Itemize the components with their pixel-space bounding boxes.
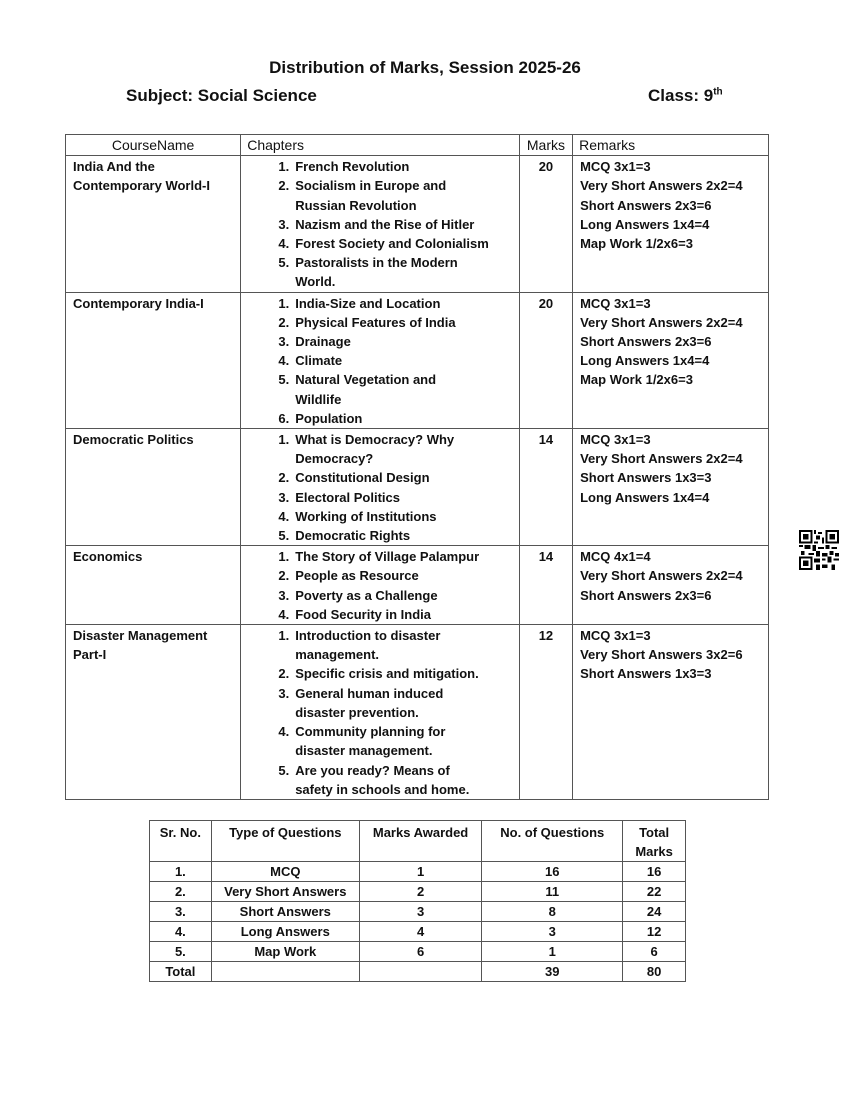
chapter-item [241,468,513,487]
summary-row [150,882,686,902]
summary-row [150,962,686,982]
marks-awarded-cell: 2 [359,882,481,902]
chapter-title-line: Are you ready? Means of [295,762,450,778]
remark-line: Long Answers 1x4=4 [580,489,710,505]
chapter-number: 1. [278,295,290,311]
chapter-title [295,332,513,351]
question-count-cell: 8 [482,902,623,922]
question-type-cell [211,962,359,982]
marks-awarded-cell: 4 [359,922,481,942]
question-count-cell: 1 [482,942,623,962]
chapter-number: 3. [278,334,290,350]
chapter-item [241,684,513,722]
course-name-cell [66,429,241,546]
chapter-title [295,157,513,176]
qr-code-icon [799,530,839,570]
question-count-cell: 39 [482,962,623,982]
chapter-number: 3. [278,685,290,701]
header-remarks: Remarks [573,135,769,156]
chapter-item [241,761,513,799]
question-type-cell: MCQ [211,862,359,882]
chapter-number: 2. [278,178,290,194]
chapter-item [241,566,513,585]
course-name-cell [66,625,241,800]
chapter-title-line: Natural Vegetation and [295,372,437,388]
remarks-cell [573,292,769,428]
remark-line: Very Short Answers 2x2=4 [580,451,743,467]
chapter-title-line: disaster management. [295,743,433,759]
chapter-title [295,253,513,291]
chapter-title [295,664,513,683]
chapters-cell [241,625,520,800]
remark-line: Very Short Answers 2x2=4 [580,568,743,584]
chapters-cell [241,156,520,292]
chapter-title-line: Electoral Politics [295,489,400,505]
chapter-title [295,430,513,468]
remarks-cell [573,429,769,546]
summary-header-row [150,821,686,862]
chapter-number: 4. [278,508,290,524]
chapter-item [241,157,513,176]
question-summary-table [149,820,686,982]
chapter-title-line: Population [295,410,363,426]
course-row [66,429,769,546]
chapter-title-line: India-Size and Location [295,295,441,311]
remark-line: Short Answers 2x3=6 [580,587,712,603]
question-count-cell: 3 [482,922,623,942]
summary-row [150,862,686,882]
marks-cell: 12 [519,625,572,800]
total-marks-cell: 12 [623,922,686,942]
remarks-cell [573,546,769,625]
chapter-title-line: French Revolution [295,159,410,175]
chapter-title-line: Poverty as a Challenge [295,587,438,603]
remark-line: MCQ 4x1=4 [580,549,651,565]
main-table-header-row [66,135,769,156]
total-marks-cell: 6 [623,942,686,962]
chapter-title [295,526,513,545]
course-name-line: Contemporary India-I [73,295,204,311]
chapter-number: 3. [278,489,290,505]
chapter-title-line: Wildlife [295,391,342,407]
chapter-title [295,566,513,585]
chapter-item [241,605,513,624]
chapter-title [295,313,513,332]
chapter-title-line: Russian Revolution [295,197,417,213]
course-name-line: Contemporary World-I [73,178,210,194]
chapter-item [241,507,513,526]
chapter-number: 4. [278,724,290,740]
chapter-title-line: Nazism and the Rise of Hitler [295,216,475,232]
header-marks: Marks [519,135,572,156]
chapter-number: 3. [278,587,290,603]
header-sr-no: Sr. No. [150,821,212,862]
chapter-number: 1. [278,549,290,565]
chapter-item [241,253,513,291]
course-name-cell [66,292,241,428]
chapter-item [241,586,513,605]
sr-no-cell: 5. [150,942,212,962]
chapter-title [295,761,513,799]
chapter-title [295,488,513,507]
chapter-number: 5. [278,372,290,388]
chapter-number: 4. [278,353,290,369]
chapter-item [241,176,513,214]
marks-awarded-cell [359,962,481,982]
chapter-title [295,234,513,253]
remark-line: MCQ 3x1=3 [580,628,651,644]
remark-line: Short Answers 1x3=3 [580,470,712,486]
marks-cell: 20 [519,156,572,292]
remarks-cell [573,156,769,292]
chapter-title-line: disaster prevention. [295,704,419,720]
marks-cell: 14 [519,429,572,546]
header-marks-awarded: Marks Awarded [359,821,481,862]
remark-line: Long Answers 1x4=4 [580,353,710,369]
remark-line: Map Work 1/2x6=3 [580,236,693,252]
total-marks-cell: 80 [623,962,686,982]
course-name-cell [66,156,241,292]
chapter-title-line: Democracy? [295,451,374,467]
summary-row [150,942,686,962]
chapter-title-line: Introduction to disaster [295,628,441,644]
chapter-item [241,488,513,507]
course-row [66,156,769,292]
chapter-number: 4. [278,236,290,252]
course-name-line: India And the [73,159,155,175]
chapter-list [241,294,513,428]
question-count-cell: 16 [482,862,623,882]
course-name-cell [66,546,241,625]
marks-awarded-cell: 1 [359,862,481,882]
remarks-cell [573,625,769,800]
class-suffix: th [713,86,723,98]
sr-no-cell: 1. [150,862,212,882]
chapter-item [241,313,513,332]
chapter-number: 1. [278,159,290,175]
chapter-item [241,430,513,468]
course-name-line: Part-I [73,647,107,663]
course-row [66,625,769,800]
chapter-title-line: World. [295,274,336,290]
chapter-title [295,507,513,526]
remark-line: MCQ 3x1=3 [580,159,651,175]
remark-line: MCQ 3x1=3 [580,295,651,311]
remark-line: Very Short Answers 2x2=4 [580,178,743,194]
chapter-title [295,468,513,487]
chapter-title-line: People as Resource [295,568,419,584]
chapter-item [241,547,513,566]
chapter-number: 2. [278,666,290,682]
chapter-title-line: Drainage [295,334,351,350]
chapter-title-line: Food Security in India [295,606,431,622]
sr-no-cell: 4. [150,922,212,942]
chapter-item [241,526,513,545]
remark-line: Short Answers 2x3=6 [580,334,712,350]
chapter-title [295,176,513,214]
marks-awarded-cell: 3 [359,902,481,922]
course-name-line: Democratic Politics [73,432,194,448]
marks-cell: 14 [519,546,572,625]
course-name-line: Economics [73,549,143,565]
chapter-item [241,351,513,370]
chapter-title-line: management. [295,647,380,663]
chapter-number: 2. [278,314,290,330]
class-text: Class: 9 [648,86,714,105]
course-row [66,546,769,625]
remark-line: Long Answers 1x4=4 [580,216,710,232]
chapter-number: 1. [278,432,290,448]
chapter-number: 5. [278,528,290,544]
chapter-item [241,332,513,351]
chapter-title [295,626,513,664]
sr-no-cell: 2. [150,882,212,902]
total-marks-cell: 24 [623,902,686,922]
chapter-title-line: Community planning for [295,724,446,740]
chapter-list [241,430,513,545]
document-title: Distribution of Marks, Session 2025-26 [269,58,581,77]
chapter-number: 5. [278,762,290,778]
class-label [648,86,723,106]
sr-no-cell: 3. [150,902,212,922]
question-count-cell: 11 [482,882,623,902]
chapter-title-line: General human induced [295,685,444,701]
chapter-number: 6. [278,410,290,426]
question-type-cell: Long Answers [211,922,359,942]
remark-line: Short Answers 2x3=6 [580,197,712,213]
chapters-cell [241,292,520,428]
header-type-of-questions: Type of Questions [211,821,359,862]
chapter-number: 4. [278,606,290,622]
chapter-number: 5. [278,255,290,271]
question-type-cell: Short Answers [211,902,359,922]
chapter-item [241,370,513,408]
header-coursename: CourseName [66,135,241,156]
remark-line: Very Short Answers 3x2=6 [580,647,743,663]
chapter-title-line: Socialism in Europe and [295,178,447,194]
remark-line: MCQ 3x1=3 [580,432,651,448]
sr-no-cell: Total [150,962,212,982]
chapter-title [295,351,513,370]
chapter-number: 2. [278,470,290,486]
chapter-item [241,626,513,664]
chapter-title [295,547,513,566]
question-type-cell: Very Short Answers [211,882,359,902]
header-no-of-questions: No. of Questions [482,821,623,862]
chapter-item [241,234,513,253]
chapters-cell [241,546,520,625]
chapter-title [295,294,513,313]
marks-distribution-table [65,134,769,800]
chapter-title [295,409,513,428]
chapter-title-line: The Story of Village Palampur [295,549,480,565]
chapter-title-line: Forest Society and Colonialism [295,236,489,252]
course-row [66,292,769,428]
subject-label: Subject: Social Science [126,86,317,105]
chapter-title-line: Constitutional Design [295,470,430,486]
chapter-item [241,722,513,760]
chapter-number: 1. [278,628,290,644]
chapter-number: 2. [278,568,290,584]
chapter-item [241,664,513,683]
chapter-item [241,215,513,234]
chapter-title-line: What is Democracy? Why [295,432,455,448]
chapter-title [295,370,513,408]
marks-cell: 20 [519,292,572,428]
chapter-title-line: Physical Features of India [295,314,456,330]
chapter-title-line: Democratic Rights [295,528,411,544]
chapter-list [241,626,513,799]
remark-line: Very Short Answers 2x2=4 [580,314,743,330]
chapter-title-line: Climate [295,353,343,369]
chapter-item [241,294,513,313]
chapter-title-line: safety in schools and home. [295,781,470,797]
question-type-cell: Map Work [211,942,359,962]
chapter-title [295,586,513,605]
chapter-title [295,215,513,234]
chapter-title-line: Working of Institutions [295,508,437,524]
chapter-title [295,684,513,722]
header-chapters: Chapters [241,135,520,156]
chapter-title-line: Pastoralists in the Modern [295,255,458,271]
chapter-title-line: Specific crisis and mitigation. [295,666,479,682]
total-marks-cell: 22 [623,882,686,902]
marks-awarded-cell: 6 [359,942,481,962]
remark-line: Short Answers 1x3=3 [580,666,712,682]
chapters-cell [241,429,520,546]
summary-row [150,902,686,922]
total-marks-cell: 16 [623,862,686,882]
chapter-list [241,547,513,624]
chapter-list [241,157,513,291]
chapter-number: 3. [278,216,290,232]
chapter-title [295,605,513,624]
chapter-title [295,722,513,760]
course-name-line: Disaster Management [73,628,208,644]
summary-row [150,922,686,942]
remark-line: Map Work 1/2x6=3 [580,372,693,388]
header-total-marks: Total Marks [623,821,686,862]
chapter-item [241,409,513,428]
